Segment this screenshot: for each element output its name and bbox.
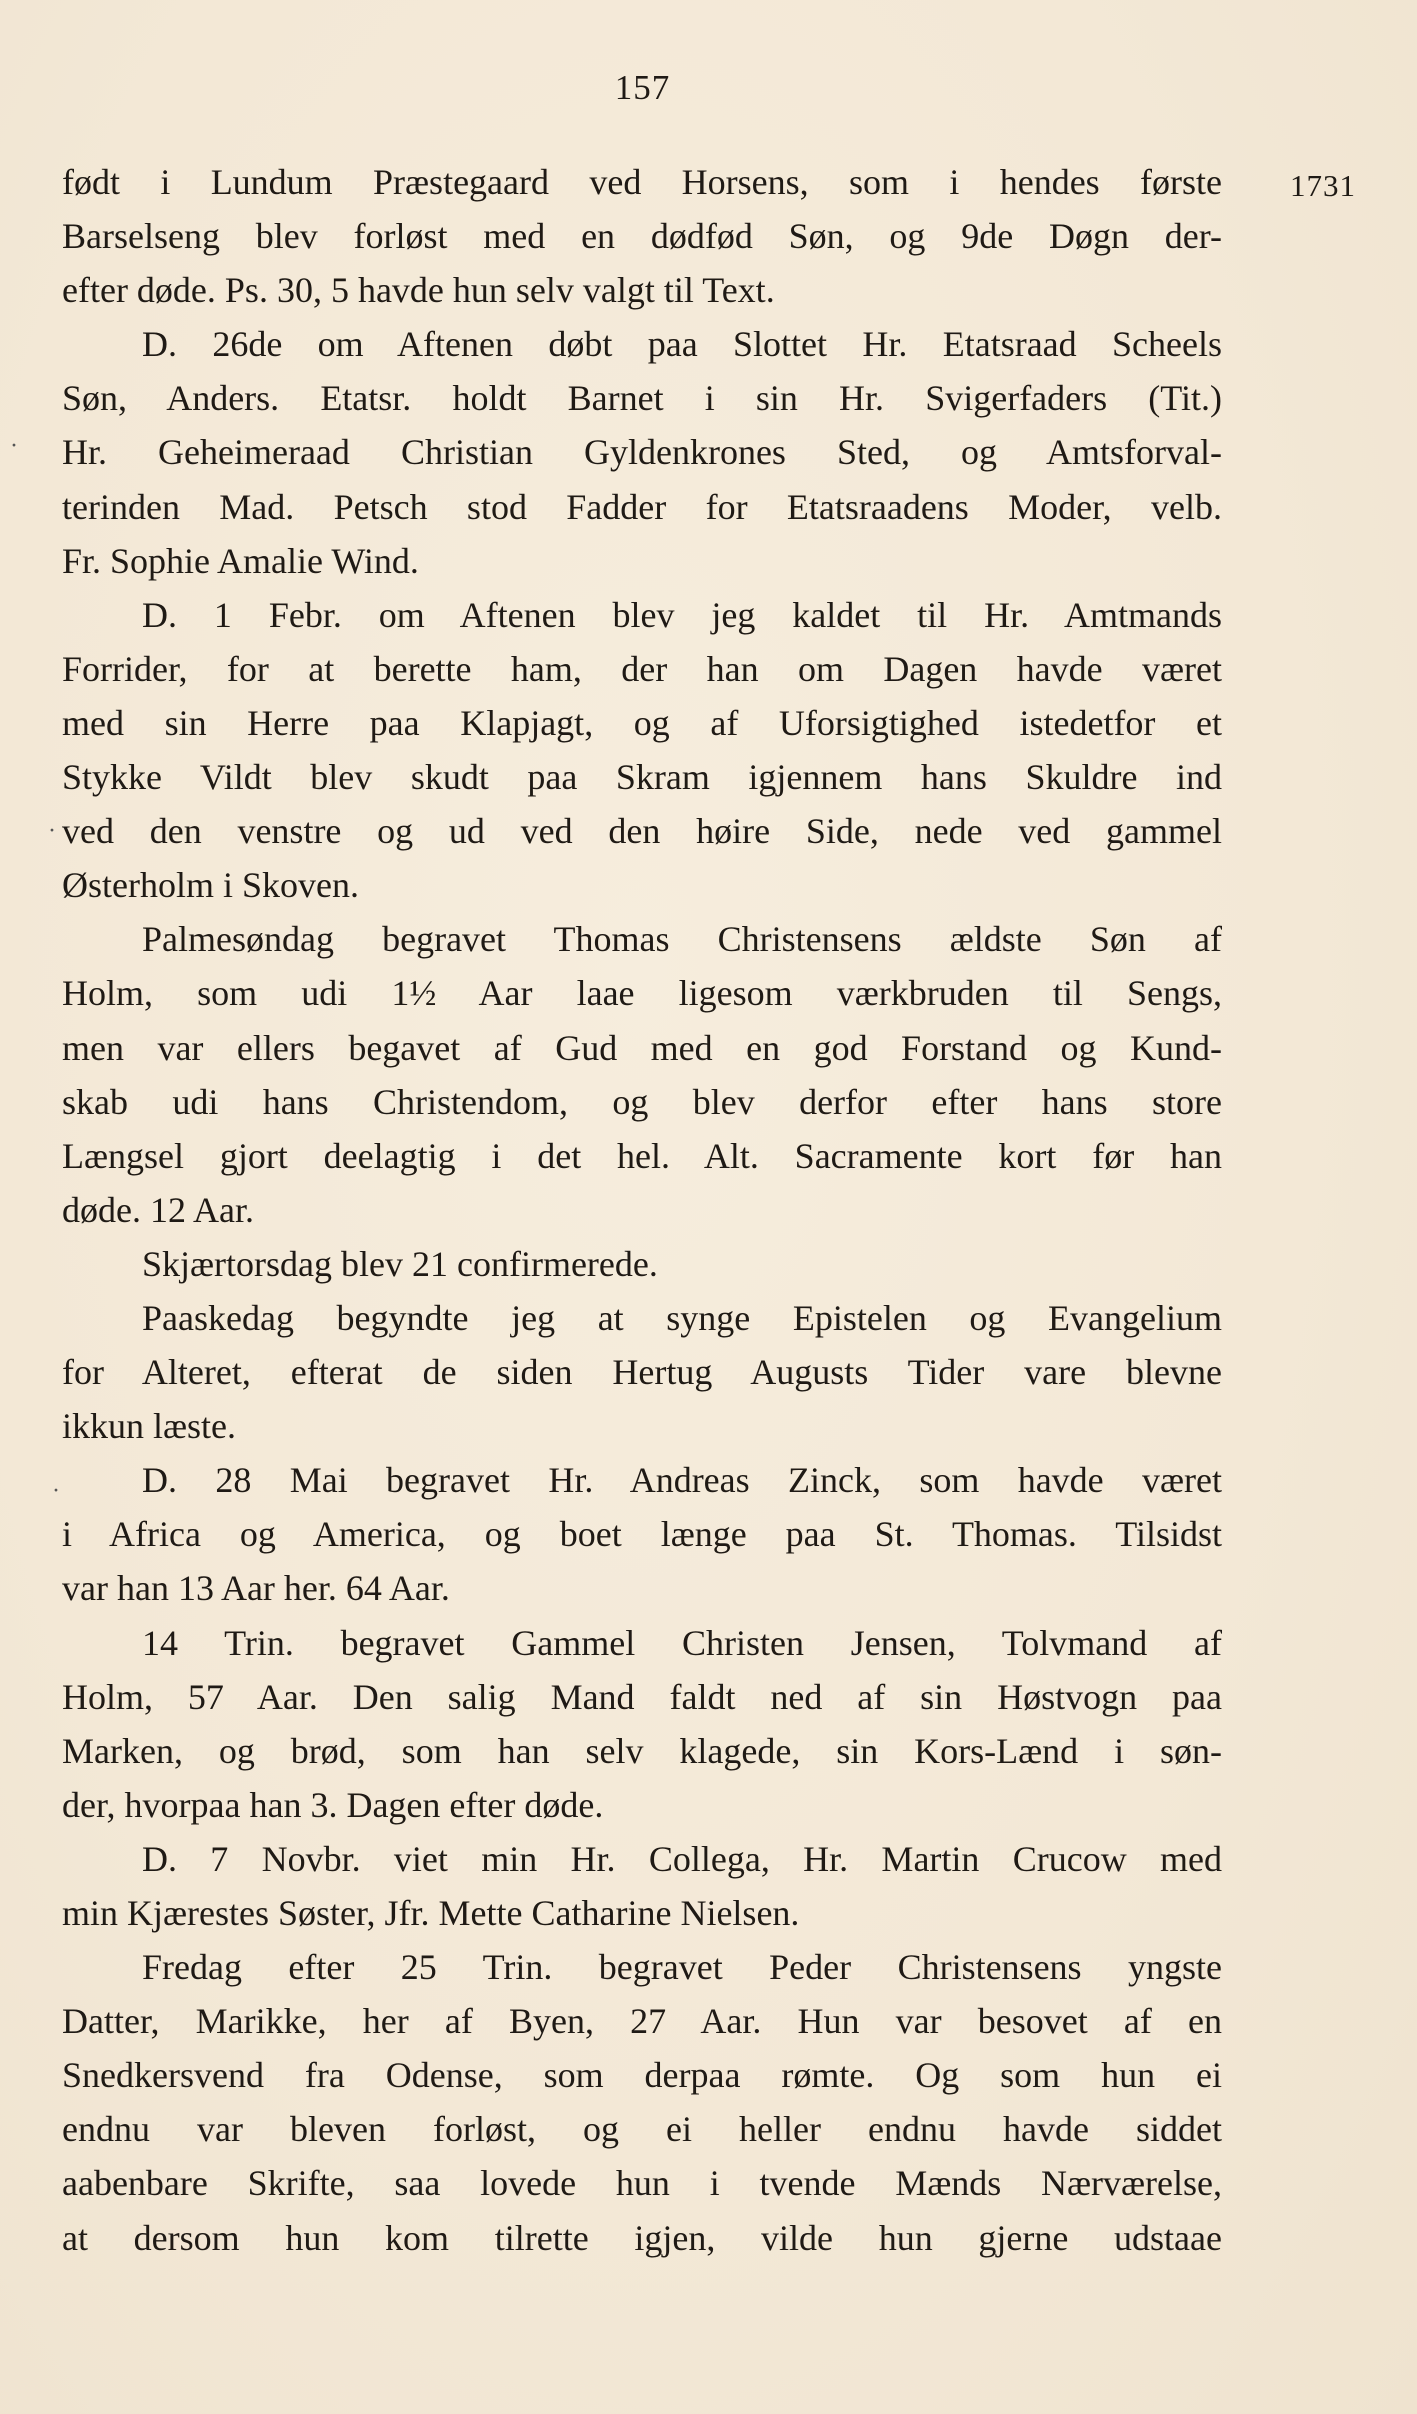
body-text xyxy=(62,155,1222,2265)
text-line: med sin Herre paa Klapjagt, og af Uforsigtighed istedetfor et xyxy=(62,702,1222,743)
text-line: skab udi hans Christendom, og blev derfor efter hans store xyxy=(62,1081,1222,1122)
text-line: Palmesøndag begravet Thomas Christensens ældste Søn af xyxy=(142,919,1222,960)
margin-year: 1731 xyxy=(1290,168,1356,203)
text-line: Længsel gjort deelagtig i det hel. Alt. Sacramente kort før han xyxy=(62,1135,1222,1176)
text-line: at dersom hun kom tilrette igjen, vilde hun gjerne udstaae xyxy=(62,2217,1222,2258)
text-line: Fr. Sophie Amalie Wind. xyxy=(62,540,419,581)
text-line: ved den venstre og ud ved den høire Side, nede ved gammel xyxy=(62,811,1222,852)
text-line: Paaskedag begyndte jeg at synge Epistelen og Evangelium xyxy=(142,1297,1222,1338)
text-line: i Africa og America, og boet længe paa St. Thomas. Tilsidst xyxy=(62,1514,1222,1555)
text-line: Barselseng blev forløst med en dødfød Søn, og 9de Døgn der- xyxy=(62,216,1222,257)
text-line: 14 Trin. begravet Gammel Christen Jensen, Tolvmand af xyxy=(142,1622,1222,1663)
text-line: D. 28 Mai begravet Hr. Andreas Zinck, som havde været xyxy=(142,1460,1222,1501)
text-line: var han 13 Aar her. 64 Aar. xyxy=(62,1568,450,1609)
page-number: 157 xyxy=(614,68,671,107)
text-line: Fredag efter 25 Trin. begravet Peder Christensens yngste xyxy=(142,1947,1222,1988)
margin-dot: · xyxy=(48,818,56,844)
text-line: der, hvorpaa han 3. Dagen efter døde. xyxy=(62,1784,604,1825)
text-line: døde. 12 Aar. xyxy=(62,1189,254,1230)
text-line: efter døde. Ps. 30, 5 havde hun selv valgt til Text. xyxy=(62,270,775,311)
text-line: Forrider, for at berette ham, der han om Dagen havde været xyxy=(62,648,1222,689)
text-line: D. 26de om Aftenen døbt paa Slottet Hr. Etatsraad Scheels xyxy=(142,324,1222,365)
text-line: Snedkersvend fra Odense, som derpaa rømte. Og som hun ei xyxy=(62,2055,1222,2096)
text-line: Stykke Vildt blev skudt paa Skram igjennem hans Skuldre ind xyxy=(62,757,1222,798)
text-line: Holm, 57 Aar. Den salig Mand faldt ned af sin Høstvogn paa xyxy=(62,1676,1222,1717)
text-line: aabenbare Skrifte, saa lovede hun i tvende Mænds Nærværelse, xyxy=(62,2163,1222,2204)
text-line: Skjærtorsdag blev 21 confirmerede. xyxy=(142,1243,658,1284)
margin-dot: · xyxy=(10,433,18,459)
text-line: født i Lundum Præstegaard ved Horsens, som i hendes første xyxy=(62,162,1222,202)
text-line: D. 1 Febr. om Aftenen blev jeg kaldet til Hr. Amtmands xyxy=(142,594,1222,635)
text-line: Datter, Marikke, her af Byen, 27 Aar. Hun var besovet af en xyxy=(62,2001,1222,2042)
text-line: for Alteret, efterat de siden Hertug Augusts Tider vare blevne xyxy=(62,1352,1222,1393)
text-line: Østerholm i Skoven. xyxy=(62,865,359,906)
text-line: min Kjærestes Søster, Jfr. Mette Catharine Nielsen. xyxy=(62,1893,800,1933)
text-line: men var ellers begavet af Gud med en god Forstand og Kund- xyxy=(62,1027,1222,1068)
text-line: endnu var bleven forløst, og ei heller endnu havde siddet xyxy=(62,2109,1222,2150)
text-line: Holm, som udi 1½ Aar laae ligesom værkbruden til Sengs, xyxy=(62,973,1222,1014)
margin-dot: · xyxy=(52,1478,60,1504)
text-line: D. 7 Novbr. viet min Hr. Collega, Hr. Martin Crucow med xyxy=(142,1838,1222,1879)
text-line: ikkun læste. xyxy=(62,1406,237,1447)
text-line: Søn, Anders. Etatsr. holdt Barnet i sin Hr. Svigerfaders (Tit.) xyxy=(62,378,1222,419)
text-line: terinden Mad. Petsch stod Fadder for Etatsraadens Moder, velb. xyxy=(62,486,1222,527)
text-line: Marken, og brød, som han selv klagede, sin Kors-Lænd i søn- xyxy=(62,1730,1222,1771)
text-line: Hr. Geheimeraad Christian Gyldenkrones Sted, og Amtsforval- xyxy=(62,432,1222,473)
